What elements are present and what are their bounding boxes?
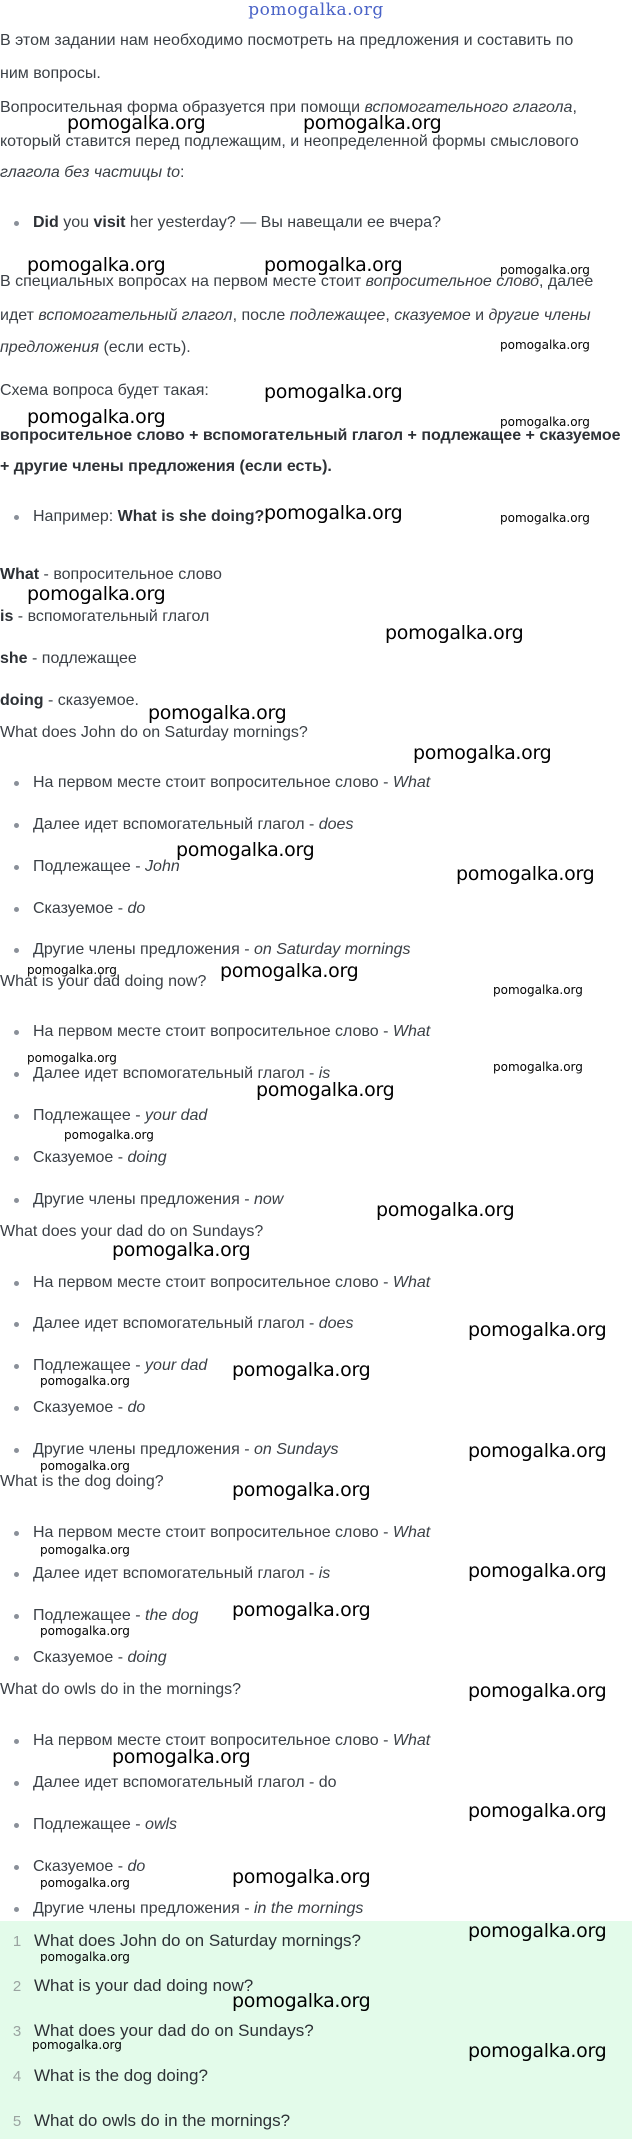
- list-item: Сказуемое - do: [33, 898, 145, 920]
- list-item: Did you visit her yesterday? — Вы навещали ее вчера?: [33, 212, 441, 234]
- list-item: Другие члены предложения - on Sundays: [33, 1439, 338, 1461]
- list-item: Далее идет вспомогательный глагол - do: [33, 1772, 337, 1794]
- list-item: Далее идет вспомогательный глагол - does: [33, 814, 353, 836]
- watermark: pomogalka.org: [413, 742, 552, 764]
- list-item: Другие члены предложения - now: [33, 1189, 283, 1211]
- list-item: Другие члены предложения - in the mornings: [33, 1898, 363, 1920]
- watermark: pomogalka.org: [232, 1990, 371, 2012]
- watermark: pomogalka.org: [64, 1128, 154, 1142]
- part-line: she - подлежащее: [0, 650, 137, 667]
- watermark: pomogalka.org: [220, 960, 359, 982]
- answer-item: 5 What do owls do in the mornings?: [12, 2111, 291, 2130]
- list-item: Например: What is she doing?: [33, 506, 264, 528]
- watermark: pomogalka.org: [27, 583, 166, 605]
- list-item: Подлежащее - the dog: [33, 1605, 198, 1627]
- list-item: На первом месте стоит вопросительное слово - What: [33, 1021, 430, 1043]
- list-item: На первом месте стоит вопросительное слово - What: [33, 1522, 430, 1544]
- watermark: pomogalka.org: [67, 112, 206, 134]
- list-item: Сказуемое - do: [33, 1856, 145, 1878]
- list-item: Подлежащее - John: [33, 856, 180, 878]
- watermark: pomogalka.org: [232, 1479, 371, 1501]
- watermark: pomogalka.org: [40, 1374, 130, 1388]
- watermark: pomogalka.org: [40, 1459, 130, 1473]
- list-item: Сказуемое - doing: [33, 1147, 167, 1169]
- watermark: pomogalka.org: [148, 702, 287, 724]
- watermark: pomogalka.org: [256, 1079, 395, 1101]
- list-item: Далее идет вспомогательный глагол - is: [33, 1563, 330, 1585]
- watermark: pomogalka.org: [500, 263, 590, 277]
- scheme-formula: вопросительное слово + вспомогательный глагол + подлежащее + сказуемое: [0, 427, 621, 444]
- intro-line: который ставится перед подлежащим, и неопределенной формы смыслового: [0, 133, 579, 150]
- list-item: Далее идет вспомогательный глагол - is: [33, 1063, 330, 1085]
- list-item: Другие члены предложения - on Saturday mornings: [33, 939, 411, 961]
- watermark: pomogalka.org: [500, 511, 590, 525]
- list-item: Сказуемое - do: [33, 1397, 145, 1419]
- part-line: What - вопросительное слово: [0, 566, 222, 583]
- list-item: На первом месте стоит вопросительное слово - What: [33, 1730, 430, 1752]
- special-line: предложения (если есть).: [0, 339, 191, 356]
- watermark: pomogalka.org: [232, 1599, 371, 1621]
- scheme-formula: + другие члены предложения (если есть).: [0, 458, 332, 475]
- part-line: doing - сказуемое.: [0, 692, 139, 709]
- watermark: pomogalka.org: [468, 1319, 607, 1341]
- watermark: pomogalka.org: [27, 406, 166, 428]
- watermark: pomogalka.org: [264, 502, 403, 524]
- special-line: идет вспомогательный глагол, после подлежащее, сказуемое и другие члены: [0, 307, 591, 324]
- watermark: pomogalka.org: [40, 1543, 130, 1557]
- intro-line: Вопросительная форма образуется при помощи вспомогательного глагола,: [0, 99, 577, 116]
- watermark: pomogalka.org: [176, 839, 315, 861]
- list-item: Сказуемое - doing: [33, 1647, 167, 1669]
- list-item: На первом месте стоит вопросительное слово - What: [33, 772, 430, 794]
- watermark: pomogalka.org: [468, 1800, 607, 1822]
- watermark: pomogalka.org: [456, 863, 595, 885]
- watermark: pomogalka.org: [468, 2040, 607, 2062]
- question-heading: What does your dad do on Sundays?: [0, 1223, 264, 1240]
- watermark: pomogalka.org: [112, 1239, 251, 1261]
- watermark: pomogalka.org: [385, 622, 524, 644]
- question-heading: What does John do on Saturday mornings?: [0, 724, 308, 741]
- watermark: pomogalka.org: [264, 254, 403, 276]
- scheme-label: Схема вопроса будет такая:: [0, 382, 209, 399]
- intro-line: В этом задании нам необходимо посмотреть на предложения и составить по: [0, 32, 574, 49]
- watermark: pomogalka.org: [303, 112, 442, 134]
- watermark: pomogalka.org: [40, 1624, 130, 1638]
- watermark: pomogalka.org: [232, 1866, 371, 1888]
- answer-item: 2 What is your dad doing now?: [12, 1976, 254, 1995]
- site-logo-watermark: pomogalka.org: [248, 0, 384, 20]
- watermark: pomogalka.org: [468, 1440, 607, 1462]
- watermark: pomogalka.org: [27, 963, 117, 977]
- answer-item: 4 What is the dog doing?: [12, 2066, 208, 2085]
- watermark: pomogalka.org: [112, 1746, 251, 1768]
- intro-line: глагола без частицы to:: [0, 164, 185, 181]
- watermark: pomogalka.org: [493, 1060, 583, 1074]
- list-item: Далее идет вспомогательный глагол - does: [33, 1313, 353, 1335]
- question-heading: What do owls do in the mornings?: [0, 1681, 242, 1698]
- watermark: pomogalka.org: [468, 1920, 607, 1942]
- watermark: pomogalka.org: [468, 1560, 607, 1582]
- watermark: pomogalka.org: [493, 983, 583, 997]
- question-heading: What is the dog doing?: [0, 1473, 164, 1490]
- watermark: pomogalka.org: [264, 381, 403, 403]
- watermark: pomogalka.org: [27, 1051, 117, 1065]
- answer-item: 1 What does John do on Saturday mornings?: [12, 1931, 361, 1950]
- watermark: pomogalka.org: [40, 1950, 130, 1964]
- watermark: pomogalka.org: [468, 1680, 607, 1702]
- watermark: pomogalka.org: [232, 1359, 371, 1381]
- answer-item: 3 What does your dad do on Sundays?: [12, 2021, 314, 2040]
- list-item: Подлежащее - your dad: [33, 1355, 207, 1377]
- part-line: is - вспомогательный глагол: [0, 608, 210, 625]
- watermark: pomogalka.org: [376, 1199, 515, 1221]
- watermark: pomogalka.org: [500, 338, 590, 352]
- list-item: Подлежащее - your dad: [33, 1105, 207, 1127]
- watermark: pomogalka.org: [32, 2038, 122, 2052]
- list-item: Подлежащее - owls: [33, 1814, 177, 1836]
- watermark: pomogalka.org: [500, 415, 590, 429]
- list-item: На первом месте стоит вопросительное слово - What: [33, 1272, 430, 1294]
- watermark: pomogalka.org: [27, 254, 166, 276]
- special-line: В специальных вопросах на первом месте стоит вопросительное слово, далее: [0, 273, 594, 290]
- intro-line: ним вопросы.: [0, 65, 101, 82]
- question-heading: What is your dad doing now?: [0, 973, 207, 990]
- watermark: pomogalka.org: [40, 1876, 130, 1890]
